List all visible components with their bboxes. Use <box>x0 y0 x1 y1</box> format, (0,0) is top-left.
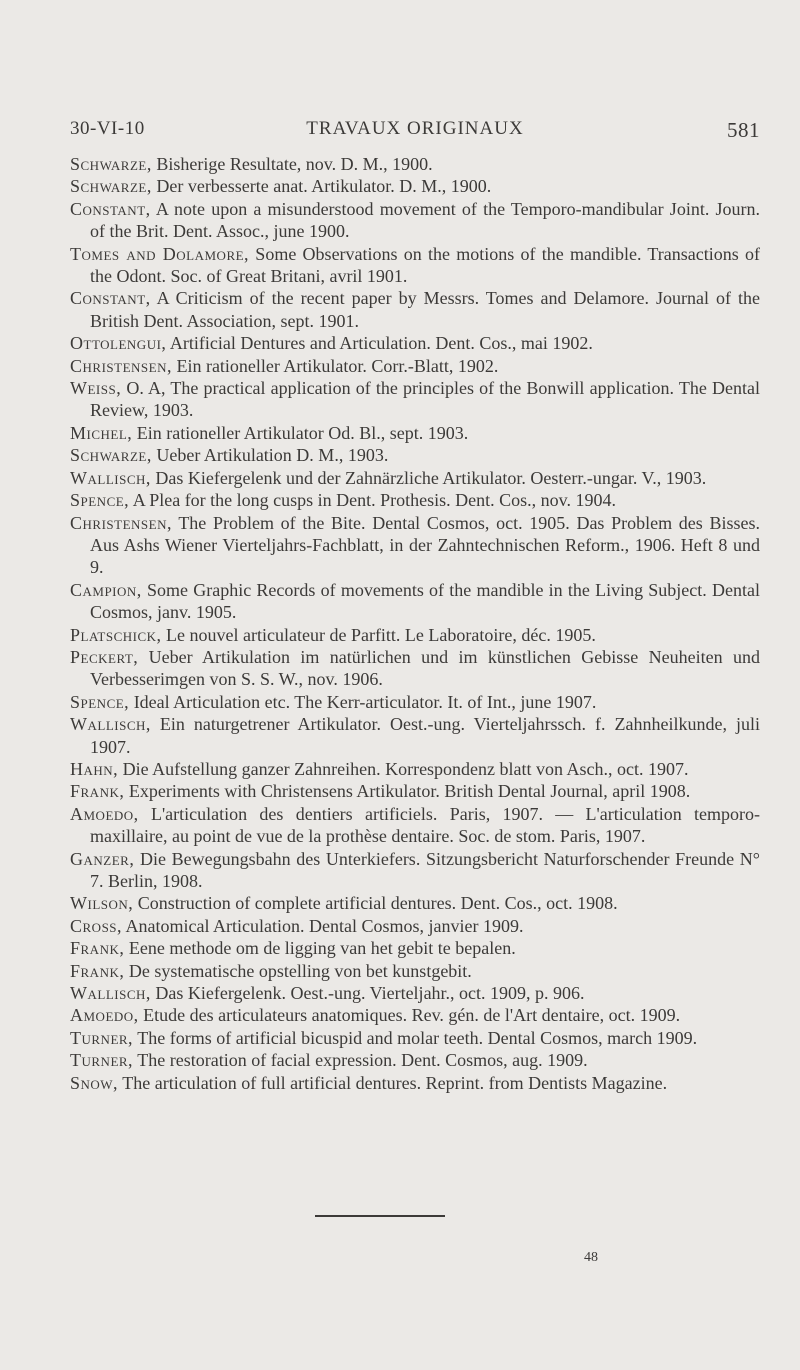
reference-entry <box>70 982 760 1004</box>
reference-text: Anatomical Articulation. Dental Cosmos, janvier 1909. <box>122 915 524 936</box>
reference-author: Schwarze, <box>70 154 152 174</box>
reference-entry <box>70 467 760 489</box>
reference-entry <box>70 960 760 982</box>
reference-entry <box>70 915 760 937</box>
reference-entry <box>70 691 760 713</box>
reference-author: Constant, <box>70 288 151 309</box>
reference-entry <box>70 937 760 959</box>
reference-text: Experiments with Christensens Artikulator. British Dental Journal, april 1908. <box>124 781 691 802</box>
reference-text: Die Bewegungsbahn des Unterkiefers. Sitzungsbericht Naturforschender Freunde N° 7. Berlin, 1908. <box>90 848 760 891</box>
reference-text: Le nouvel articulateur de Parfitt. Le Laboratoire, déc. 1905. <box>161 624 596 645</box>
reference-entry <box>70 332 760 354</box>
reference-entry <box>70 713 760 758</box>
reference-author: Ottolengui, <box>70 333 167 354</box>
running-header <box>70 118 760 148</box>
reference-author: Constant, <box>70 198 151 219</box>
reference-entry <box>70 646 760 691</box>
reference-text: A note upon a misunderstood movement of the Temporo-mandibular Joint. Journ. of the Brit. Dent. Assoc., june 1900. <box>90 198 760 242</box>
reference-entry <box>70 1072 760 1094</box>
header-date: 30-VI-10 <box>70 118 145 139</box>
reference-entry <box>70 1049 760 1071</box>
reference-text: Some Observations on the motions of the mandible. Transactions of the Odont. Soc. of Great Britani, avril 1901. <box>90 243 761 287</box>
reference-text: Some Graphic Records of movements of the mandible in the Living Subject. Dental Cosmos, janv. 1905. <box>90 579 760 623</box>
reference-text: The restoration of facial expression. Dent. Cosmos, aug. 1909. <box>133 1050 588 1071</box>
reference-text: Artificial Dentures and Articulation. Dent. Cos., mai 1902. <box>166 333 593 354</box>
reference-entry <box>70 892 760 914</box>
reference-entry <box>70 848 760 893</box>
reference-author: Platschick, <box>70 624 162 645</box>
reference-text: The forms of artificial bicuspid and molar teeth. Dental Cosmos, march 1909. <box>133 1027 698 1048</box>
reference-text: Ueber Artikulation im natürlichen und im künstlichen Gebisse Neuheiten und Verbesserimgen von S. S. W., nov. 1906. <box>90 646 760 690</box>
reference-author: Amoedo, <box>70 1005 139 1026</box>
signature-mark: 48 <box>584 1250 598 1265</box>
reference-text: Die Aufstellung ganzer Zahnreihen. Korrespondenz blatt von Asch., oct. 1907. <box>118 758 689 779</box>
reference-text: The articulation of full artificial dentures. Reprint. from Dentists Magazine. <box>118 1072 668 1093</box>
reference-author: Snow, <box>70 1072 119 1093</box>
page-number: 581 <box>727 118 760 142</box>
reference-author: Frank, <box>70 781 125 802</box>
reference-text: Ein rationeller Artikulator Od. Bl., sept. 1903. <box>132 422 469 443</box>
reference-entry <box>70 624 760 646</box>
reference-text: Etude des articulateurs anatomiques. Rev. gén. de l'Art dentaire, oct. 1909. <box>138 1005 681 1026</box>
section-rule <box>315 1215 445 1217</box>
header-title: TRAVAUX ORIGINAUX <box>306 118 524 139</box>
reference-author: Peckert, <box>70 646 139 667</box>
reference-text: Ein naturgetrener Artikulator. Oest.-ung. Vierteljahrssch. f. Zahnheilkunde, juli 1907. <box>90 714 760 757</box>
reference-author: Spence, <box>70 490 130 511</box>
reference-author: Frank, <box>70 938 125 959</box>
reference-author: Michel, <box>70 422 133 443</box>
reference-entry <box>70 1027 760 1049</box>
reference-author: Ganzer, <box>70 848 135 869</box>
reference-text: A Criticism of the recent paper by Messrs. Tomes and Delamore. Journal of the British Dent. Association, sept. 1901. <box>90 288 760 331</box>
reference-entry <box>70 489 760 511</box>
reference-author: Hahn, <box>70 758 119 779</box>
reference-author: Christensen, <box>70 355 172 376</box>
reference-text: De systematische opstelling von bet kunstgebit. <box>124 960 472 981</box>
reference-author: Schwarze, <box>70 176 152 197</box>
reference-text: A Plea for the long cusps in Dent. Prothesis. Dent. Cos., nov. 1904. <box>129 490 616 511</box>
reference-entry <box>70 758 760 780</box>
reference-entry <box>70 377 760 422</box>
reference-author: Schwarze, <box>70 445 152 466</box>
reference-text: Das Kiefergelenk. Oest.-ung. Vierteljahr., oct. 1909, p. 906. <box>150 983 585 1004</box>
reference-author: Frank, <box>70 960 125 981</box>
reference-author: Wallisch, <box>70 983 151 1004</box>
reference-entry <box>70 287 760 332</box>
reference-entry <box>70 422 760 444</box>
reference-text: Ueber Artikulation D. M., 1903. <box>151 445 389 466</box>
reference-list <box>70 153 760 1094</box>
reference-author: Spence, <box>70 691 130 712</box>
reference-entry <box>70 243 760 288</box>
reference-text: Eene methode om de ligging van het gebit te bepalen. <box>124 938 516 959</box>
reference-entry <box>70 198 760 243</box>
reference-text: Construction of complete artificial dentures. Dent. Cos., oct. 1908. <box>133 893 618 914</box>
reference-author: Turner, <box>70 1050 134 1071</box>
reference-entry <box>70 803 760 848</box>
reference-text: The Problem of the Bite. Dental Cosmos, oct. 1905. Das Problem des Bisses. Aus Ashs Wiener Vierteljahrs-Fachblatt, in der Zahntechnischen Reform., 1906. Heft 8 und 9. <box>90 512 760 578</box>
reference-entry <box>70 1004 760 1026</box>
reference-text: L'articulation des dentiers artificiels. Paris, 1907. — L'articulation temporo-maxillaire, au point de vue de la prothèse dentaire. Soc. de stom. Paris, 1907. <box>90 803 760 847</box>
reference-text: Ideal Articulation etc. The Kerr-articulator. It. of Int., june 1907. <box>129 691 597 712</box>
reference-text: Der verbesserte anat. Artikulator. D. M., 1900. <box>151 176 492 197</box>
reference-text: Das Kiefergelenk und der Zahnärzliche Artikulator. Oesterr.-ungar. V., 1903. <box>150 467 707 488</box>
reference-entry <box>70 444 760 466</box>
reference-author: Tomes and Dolamore, <box>70 243 250 264</box>
reference-author: Campion, <box>70 579 142 600</box>
reference-author: Cross, <box>70 915 123 936</box>
reference-entry <box>70 175 760 197</box>
reference-text: Bisherige Resultate, nov. D. M., 1900. <box>151 154 433 174</box>
reference-author: Turner, <box>70 1027 134 1048</box>
reference-author: Wallisch, <box>70 467 151 488</box>
reference-author: Wallisch, <box>70 714 151 735</box>
reference-text: O. A, The practical application of the principles of the Bonwill application. The Dental Review, 1903. <box>90 378 760 421</box>
reference-author: Amoedo, <box>70 803 139 824</box>
reference-author: Wilson, <box>70 893 134 914</box>
reference-entry <box>70 780 760 802</box>
reference-entry <box>70 579 760 624</box>
reference-text: Ein rationeller Artikulator. Corr.-Blatt, 1902. <box>171 355 499 376</box>
reference-author: Weiss, <box>70 378 122 399</box>
reference-entry <box>70 512 760 579</box>
reference-entry <box>70 153 760 175</box>
reference-author: Christensen, <box>70 512 172 533</box>
reference-entry <box>70 355 760 377</box>
